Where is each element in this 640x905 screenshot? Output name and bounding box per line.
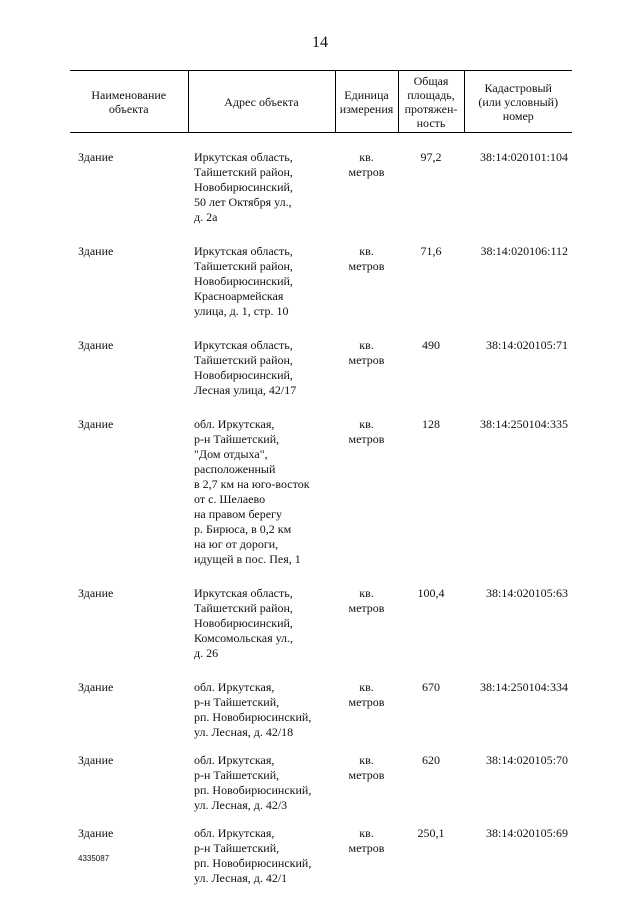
header-row <box>70 71 572 133</box>
header-address: Адрес объекта <box>188 71 335 133</box>
object-area: 97,2 <box>420 150 442 164</box>
object-area: 250,1 <box>417 826 445 840</box>
object-unit: кв. метров <box>348 586 385 615</box>
object-name: Здание <box>78 417 114 431</box>
object-name: Здание <box>78 753 114 767</box>
object-cadastral-number: 38:14:020105:71 <box>485 338 568 352</box>
object-unit: кв. метров <box>348 244 385 273</box>
object-area: 128 <box>422 417 440 431</box>
table-row <box>70 133 572 245</box>
object-name: Здание <box>78 338 114 352</box>
object-cadastral-number: 38:14:020105:70 <box>485 753 568 767</box>
object-cadastral-number: 38:14:020105:63 <box>485 586 568 600</box>
object-address: обл. Иркутская, р-н Тайшетский, рп. Новобирюсинский, ул. Лесная, д. 42/3 <box>194 753 312 812</box>
table-row <box>70 586 572 680</box>
table-row <box>70 417 572 586</box>
object-unit: кв. метров <box>348 417 385 446</box>
object-area: 670 <box>422 680 440 694</box>
footer-code: 4335087 <box>78 854 110 863</box>
table-row <box>70 680 572 753</box>
header-unit: Единица измерения <box>335 71 398 133</box>
object-name: Здание <box>78 150 114 164</box>
object-unit: кв. метров <box>348 826 385 855</box>
object-name: Здание <box>78 826 114 840</box>
object-cadastral-number: 38:14:250104:335 <box>479 417 568 431</box>
header-name: Наименование объекта <box>70 71 188 133</box>
page-number: 14 <box>312 34 328 51</box>
object-address: Иркутская область, Тайшетский район, Новобирюсинский, Красноармейская улица, д. 1, стр. 10 <box>194 244 293 318</box>
object-address: обл. Иркутская, р-н Тайшетский, "Дом отдыха", расположенный в 2,7 км на юго-восток от с. Шелаево на правом берегу р. Бирюса, в 0,2 км на юг от дороги, идущей в пос. Пея, 1 <box>194 417 310 566</box>
object-cadastral-number: 38:14:020105:69 <box>485 826 568 840</box>
header-area: Общая площадь, протяжен- ность <box>398 71 464 133</box>
object-unit: кв. метров <box>348 753 385 782</box>
object-area: 71,6 <box>420 244 442 258</box>
object-name: Здание <box>78 244 114 258</box>
object-area: 490 <box>422 338 440 352</box>
table-body <box>70 133 572 900</box>
object-cadastral-number: 38:14:020106:112 <box>480 244 568 258</box>
object-address: обл. Иркутская, р-н Тайшетский, рп. Новобирюсинский, ул. Лесная, д. 42/1 <box>194 826 312 885</box>
table-row <box>70 826 572 899</box>
object-area: 620 <box>422 753 440 767</box>
object-cadastral-number: 38:14:250104:334 <box>479 680 568 694</box>
object-unit: кв. метров <box>348 150 385 179</box>
table-row <box>70 338 572 417</box>
object-address: Иркутская область, Тайшетский район, Новобирюсинский, Лесная улица, 42/17 <box>194 338 297 397</box>
object-name: Здание <box>78 680 114 694</box>
object-cadastral-number: 38:14:020101:104 <box>479 150 568 164</box>
table-row <box>70 753 572 826</box>
object-name: Здание <box>78 586 114 600</box>
objects-table <box>70 70 572 899</box>
table-row <box>70 244 572 338</box>
object-address: обл. Иркутская, р-н Тайшетский, рп. Новобирюсинский, ул. Лесная, д. 42/18 <box>194 680 312 739</box>
table-header <box>70 71 572 133</box>
object-unit: кв. метров <box>348 338 385 367</box>
object-address: Иркутская область, Тайшетский район, Новобирюсинский, 50 лет Октября ул., д. 2а <box>194 150 293 224</box>
object-unit: кв. метров <box>348 680 385 709</box>
header-cadastral: Кадастровый (или условный) номер <box>464 71 572 133</box>
object-address: Иркутская область, Тайшетский район, Новобирюсинский, Комсомольская ул., д. 26 <box>194 586 294 660</box>
object-area: 100,4 <box>417 586 445 600</box>
